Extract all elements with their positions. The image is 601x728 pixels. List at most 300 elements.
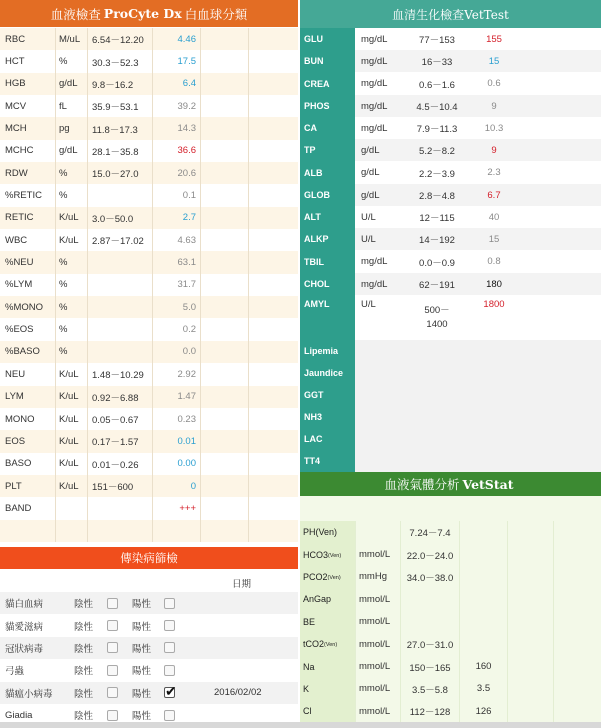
infect-pos-checkbox[interactable] bbox=[164, 683, 177, 700]
infect-neg-label: 陰性 bbox=[74, 666, 94, 678]
infect-name: 冠狀病毒 bbox=[5, 643, 44, 655]
cbc-empty-cell bbox=[249, 274, 298, 296]
cbc-unit: % bbox=[56, 50, 88, 72]
cbc-name: %EOS bbox=[0, 318, 56, 340]
cbc-value: 63.1 bbox=[153, 251, 201, 273]
cbc-name: RBC bbox=[0, 28, 56, 50]
chem-value: 15 bbox=[488, 55, 500, 67]
cbc-value: 0.0 bbox=[153, 341, 201, 363]
cbc-empty-cell bbox=[201, 28, 249, 50]
chem-unit: g/dL bbox=[361, 167, 380, 178]
cbc-empty-cell bbox=[201, 184, 249, 206]
chem-name: ALT bbox=[300, 206, 355, 228]
infect-neg-checkbox[interactable] bbox=[107, 642, 118, 653]
infect-pos-label: 陽性 bbox=[132, 621, 152, 633]
chem-name: AMYL bbox=[300, 295, 355, 340]
chem-row bbox=[300, 206, 601, 228]
gas-name bbox=[300, 611, 355, 633]
cbc-title-suffix: 白血球分類 bbox=[184, 6, 248, 22]
chem-unit: U/L bbox=[361, 299, 376, 310]
cbc-value: 31.7 bbox=[153, 274, 201, 296]
gas-name-text: Cl bbox=[303, 706, 312, 717]
cbc-range: 9.8－16.2 bbox=[88, 73, 153, 95]
cbc-range: 28.1－35.8 bbox=[88, 140, 153, 162]
chem-value: 155 bbox=[486, 33, 502, 45]
chem-unit: mg/dL bbox=[361, 100, 388, 112]
gas-spacer-row bbox=[300, 496, 601, 521]
cbc-value: 4.63 bbox=[153, 229, 201, 251]
cbc-row bbox=[0, 207, 298, 229]
cbc-range bbox=[88, 318, 153, 340]
gas-name bbox=[300, 678, 355, 700]
cbc-value: 14.3 bbox=[153, 117, 201, 139]
cbc-unit: K/uL bbox=[56, 430, 88, 452]
cbc-row bbox=[0, 50, 298, 72]
cbc-value: 6.4 bbox=[153, 73, 201, 95]
chem-range: 77－153 bbox=[419, 35, 455, 46]
cbc-row bbox=[0, 140, 298, 162]
chem-row bbox=[300, 184, 601, 206]
cbc-name: HCT bbox=[0, 50, 56, 72]
cbc-name: %RETIC bbox=[0, 184, 56, 206]
gas-table bbox=[300, 496, 601, 728]
infect-pos-label: 陽性 bbox=[132, 711, 152, 723]
cbc-unit: pg bbox=[56, 117, 88, 139]
bottom-bar bbox=[0, 722, 601, 728]
gas-row bbox=[300, 588, 601, 610]
infect-name: 貓愛滋病 bbox=[5, 621, 44, 633]
infect-pos-checkbox[interactable] bbox=[164, 620, 175, 631]
cbc-row bbox=[0, 117, 298, 139]
infect-date-header: 日期 bbox=[232, 579, 252, 590]
cbc-range: 0.92－6.88 bbox=[88, 386, 153, 408]
cbc-empty-cell bbox=[201, 408, 249, 430]
gas-row bbox=[300, 611, 601, 633]
gas-name-sub: (Ven) bbox=[324, 642, 338, 649]
chem-range bbox=[405, 450, 469, 472]
chem-row bbox=[300, 161, 601, 184]
chem-value: 1800 bbox=[483, 299, 505, 310]
cbc-empty-cell bbox=[249, 430, 298, 452]
cbc-value: 5.0 bbox=[153, 296, 201, 318]
chem-row bbox=[300, 340, 601, 362]
chem-name: BUN bbox=[300, 50, 355, 72]
cbc-empty-cell bbox=[249, 229, 298, 251]
chem-range: 7.9－11.3 bbox=[416, 124, 458, 135]
infect-neg-checkbox[interactable] bbox=[107, 620, 118, 631]
gas-row bbox=[300, 678, 601, 700]
cbc-range: 35.9－53.1 bbox=[88, 95, 153, 117]
gas-empty-cell bbox=[554, 521, 601, 543]
cbc-empty-cell bbox=[249, 318, 298, 340]
gas-empty-cell bbox=[554, 655, 601, 677]
chem-name: GLOB bbox=[300, 184, 355, 206]
infect-pos-label: 陽性 bbox=[132, 666, 152, 678]
cbc-title-bold: ProCyte Dx bbox=[103, 6, 182, 21]
chem-unit: mg/dL bbox=[361, 278, 388, 290]
cbc-name: RDW bbox=[0, 162, 56, 184]
gas-empty-cell bbox=[508, 678, 554, 700]
infect-neg-checkbox[interactable] bbox=[107, 665, 118, 676]
infect-neg-label: 陰性 bbox=[74, 643, 94, 655]
gas-title-bold: VetStat bbox=[462, 476, 514, 492]
chem-name: ALB bbox=[300, 161, 355, 184]
gas-empty-cell bbox=[554, 678, 601, 700]
cbc-value: 0.2 bbox=[153, 318, 201, 340]
gas-range bbox=[401, 588, 460, 610]
infect-date: 2016/02/02 bbox=[214, 687, 262, 699]
cbc-unit bbox=[56, 520, 88, 542]
cbc-range bbox=[88, 520, 153, 542]
cbc-empty-cell bbox=[249, 28, 298, 50]
cbc-empty-cell bbox=[249, 520, 298, 542]
gas-unit: mmol/L bbox=[355, 700, 401, 722]
cbc-row bbox=[0, 296, 298, 318]
cbc-range bbox=[88, 497, 153, 519]
gas-name-text: BE bbox=[303, 616, 316, 627]
cbc-empty-cell bbox=[201, 318, 249, 340]
cbc-name: %NEU bbox=[0, 251, 56, 273]
chem-unit: mg/dL bbox=[361, 78, 388, 89]
gas-range: 27.0－31.0 bbox=[401, 633, 460, 655]
infect-pos-label: 陽性 bbox=[132, 643, 152, 655]
cbc-unit: % bbox=[56, 341, 88, 363]
infect-row bbox=[0, 659, 298, 681]
gas-name bbox=[300, 633, 355, 655]
cbc-range: 6.54－12.20 bbox=[88, 28, 153, 50]
chem-row bbox=[300, 28, 601, 50]
cbc-name: BASO bbox=[0, 453, 56, 475]
chem-unit: g/dL bbox=[361, 144, 380, 156]
gas-name-text: PH(Ven) bbox=[303, 527, 338, 538]
gas-unit bbox=[355, 521, 401, 543]
cbc-range: 3.0－50.0 bbox=[88, 207, 153, 229]
cbc-name: HGB bbox=[0, 73, 56, 95]
cbc-empty-cell bbox=[201, 50, 249, 72]
chem-range bbox=[405, 428, 469, 450]
infect-row bbox=[0, 592, 298, 614]
cbc-value: 1.47 bbox=[153, 386, 201, 408]
cbc-value bbox=[153, 520, 201, 542]
cbc-empty-cell bbox=[201, 430, 249, 452]
gas-value: 126 bbox=[460, 700, 508, 722]
gas-range: 3.5－5.8 bbox=[401, 678, 460, 700]
gas-range: 22.0－24.0 bbox=[401, 543, 460, 565]
cbc-empty-cell bbox=[249, 73, 298, 95]
gas-unit: mmol/L bbox=[355, 543, 401, 565]
chem-range bbox=[405, 340, 469, 362]
gas-empty-cell bbox=[508, 611, 554, 633]
cbc-range bbox=[88, 274, 153, 296]
cbc-range: 0.05－0.67 bbox=[88, 408, 153, 430]
cbc-empty-cell bbox=[249, 140, 298, 162]
infect-neg-checkbox[interactable] bbox=[107, 710, 118, 721]
cbc-empty-cell bbox=[201, 140, 249, 162]
cbc-range bbox=[88, 296, 153, 318]
chem-title: 血清生化檢查VetTest bbox=[392, 7, 509, 22]
cbc-range bbox=[88, 341, 153, 363]
gas-unit: mmol/L bbox=[355, 633, 401, 655]
chem-row bbox=[300, 50, 601, 72]
gas-empty-cell bbox=[554, 611, 601, 633]
gas-empty-cell bbox=[508, 566, 554, 588]
infect-pos-checkbox[interactable] bbox=[164, 665, 175, 676]
gas-range: 112－128 bbox=[401, 700, 460, 722]
chem-range bbox=[405, 406, 469, 428]
cbc-name: BAND bbox=[0, 497, 56, 519]
cbc-unit: K/uL bbox=[56, 229, 88, 251]
chem-range bbox=[405, 362, 469, 384]
chem-name: GGT bbox=[300, 384, 355, 406]
cbc-row bbox=[0, 386, 298, 408]
gas-unit: mmol/L bbox=[355, 678, 401, 700]
chem-row bbox=[300, 72, 601, 95]
gas-name-sub: (Ven) bbox=[328, 552, 342, 559]
cbc-empty-cell bbox=[249, 207, 298, 229]
infect-pos-checkbox[interactable] bbox=[164, 598, 175, 609]
cbc-empty-cell bbox=[249, 363, 298, 385]
chem-row bbox=[300, 273, 601, 295]
chem-unit: g/dL bbox=[361, 189, 380, 201]
gas-empty-cell bbox=[508, 700, 554, 722]
cbc-row bbox=[0, 408, 298, 430]
cbc-unit: K/uL bbox=[56, 207, 88, 229]
cbc-range: 15.0－27.0 bbox=[88, 162, 153, 184]
chem-unit: U/L bbox=[361, 233, 376, 245]
chem-unit: mg/dL bbox=[361, 122, 388, 134]
cbc-name: MONO bbox=[0, 408, 56, 430]
cbc-name: %MONO bbox=[0, 296, 56, 318]
cbc-empty-cell bbox=[201, 162, 249, 184]
cbc-row bbox=[0, 162, 298, 184]
cbc-value: 0.1 bbox=[153, 184, 201, 206]
cbc-range: 30.3－52.3 bbox=[88, 50, 153, 72]
chem-value: 10.3 bbox=[484, 122, 504, 134]
chem-name: Lipemia bbox=[300, 340, 355, 362]
chem-value bbox=[469, 384, 519, 406]
gas-empty-cell bbox=[554, 633, 601, 655]
infect-neg-label: 陰性 bbox=[74, 599, 94, 611]
cbc-name: MCV bbox=[0, 95, 56, 117]
chem-unit: U/L bbox=[361, 211, 376, 223]
cbc-name: EOS bbox=[0, 430, 56, 452]
cbc-row bbox=[0, 475, 298, 497]
chem-name: ALKP bbox=[300, 228, 355, 250]
gas-row bbox=[300, 655, 601, 677]
chem-row bbox=[300, 428, 601, 450]
chem-name: TT4 bbox=[300, 450, 355, 472]
cbc-name: MCHC bbox=[0, 140, 56, 162]
chem-value: 180 bbox=[486, 278, 502, 290]
cbc-unit: K/uL bbox=[56, 453, 88, 475]
chem-value: 0.8 bbox=[487, 256, 501, 267]
gas-unit: mmol/L bbox=[355, 588, 401, 610]
gas-row bbox=[300, 543, 601, 565]
cbc-name: %LYM bbox=[0, 274, 56, 296]
gas-empty-cell bbox=[508, 543, 554, 565]
cbc-empty-cell bbox=[249, 453, 298, 475]
gas-range: 7.24－7.4 bbox=[401, 521, 460, 543]
cbc-unit: M/uL bbox=[56, 28, 88, 50]
gas-range: 150－165 bbox=[401, 655, 460, 677]
chem-row bbox=[300, 384, 601, 406]
infect-header bbox=[0, 547, 298, 569]
chem-name: GLU bbox=[300, 28, 355, 50]
gas-range bbox=[401, 611, 460, 633]
gas-empty-cell bbox=[554, 588, 601, 610]
cbc-range bbox=[88, 251, 153, 273]
cbc-empty-cell bbox=[201, 73, 249, 95]
gas-empty-cell bbox=[508, 521, 554, 543]
cbc-empty-cell bbox=[201, 363, 249, 385]
chem-range: 62－191 bbox=[419, 280, 455, 291]
gas-name-text: HCO3 bbox=[303, 549, 329, 560]
infect-neg-checkbox[interactable] bbox=[107, 598, 118, 609]
chem-range: 0.0－0.9 bbox=[419, 257, 455, 269]
chem-row bbox=[300, 295, 601, 340]
chem-value bbox=[469, 428, 519, 450]
cbc-unit: % bbox=[56, 251, 88, 273]
chem-row bbox=[300, 450, 601, 472]
infect-pos-checkbox[interactable] bbox=[164, 642, 175, 653]
cbc-name: PLT bbox=[0, 475, 56, 497]
chem-value: 9 bbox=[491, 100, 497, 112]
chem-unit bbox=[355, 428, 405, 450]
cbc-range: 0.17－1.57 bbox=[88, 430, 153, 452]
cbc-name: NEU bbox=[0, 363, 56, 385]
infect-row bbox=[0, 637, 298, 659]
cbc-empty-cell bbox=[249, 162, 298, 184]
chem-row bbox=[300, 117, 601, 139]
cbc-value: +++ bbox=[153, 497, 201, 519]
chem-value bbox=[469, 362, 519, 384]
cbc-empty-cell bbox=[249, 296, 298, 318]
chem-value: 15 bbox=[488, 233, 500, 245]
cbc-empty-cell bbox=[201, 475, 249, 497]
cbc-empty-cell bbox=[249, 50, 298, 72]
gas-name bbox=[300, 700, 355, 722]
cbc-unit: % bbox=[56, 296, 88, 318]
gas-empty-cell bbox=[554, 700, 601, 722]
infect-pos-label: 陽性 bbox=[132, 688, 152, 700]
cbc-range: 151－600 bbox=[88, 475, 153, 497]
cbc-row bbox=[0, 274, 298, 296]
cbc-empty-cell bbox=[201, 95, 249, 117]
chem-name: CHOL bbox=[300, 273, 355, 295]
gas-unit: mmol/L bbox=[355, 655, 401, 677]
gas-empty-cell bbox=[508, 633, 554, 655]
cbc-range: 11.8－17.3 bbox=[88, 117, 153, 139]
cbc-row bbox=[0, 341, 298, 363]
gas-empty-cell bbox=[554, 543, 601, 565]
gas-value bbox=[460, 611, 508, 633]
chem-range: 16－33 bbox=[421, 57, 453, 68]
cbc-empty-cell bbox=[201, 341, 249, 363]
infect-neg-checkbox[interactable] bbox=[107, 687, 118, 698]
chem-value bbox=[469, 340, 519, 362]
chem-unit bbox=[355, 406, 405, 428]
cbc-row bbox=[0, 73, 298, 95]
chem-row bbox=[300, 250, 601, 273]
cbc-value: 0.00 bbox=[153, 453, 201, 475]
chem-row bbox=[300, 228, 601, 250]
cbc-empty-cell bbox=[249, 497, 298, 519]
cbc-unit bbox=[56, 497, 88, 519]
gas-row bbox=[300, 633, 601, 655]
infect-row bbox=[0, 682, 298, 704]
chem-unit bbox=[355, 450, 405, 472]
cbc-name: %BASO bbox=[0, 341, 56, 363]
cbc-empty-cell bbox=[249, 341, 298, 363]
cbc-row bbox=[0, 28, 298, 50]
chem-value: 9 bbox=[491, 144, 497, 156]
cbc-row bbox=[0, 430, 298, 452]
cbc-name: RETIC bbox=[0, 207, 56, 229]
gas-value bbox=[460, 543, 508, 565]
infect-name: 貓白血病 bbox=[5, 599, 44, 611]
infect-name: 貓瘟小病毒 bbox=[5, 688, 53, 700]
cbc-value: 0 bbox=[153, 475, 201, 497]
gas-empty-cell bbox=[508, 588, 554, 610]
gas-range: 34.0－38.0 bbox=[401, 566, 460, 588]
gas-value bbox=[460, 588, 508, 610]
infect-neg-label: 陰性 bbox=[74, 688, 94, 700]
infect-pos-label: 陽性 bbox=[132, 599, 152, 611]
cbc-range: 1.48－10.29 bbox=[88, 363, 153, 385]
gas-name bbox=[300, 521, 355, 543]
chem-row bbox=[300, 139, 601, 161]
cbc-empty-cell bbox=[201, 386, 249, 408]
gas-empty-cell bbox=[508, 655, 554, 677]
chem-range: 2.8－4.8 bbox=[419, 191, 455, 202]
cbc-empty-cell bbox=[249, 117, 298, 139]
cbc-empty-cell bbox=[249, 251, 298, 273]
chem-unit bbox=[355, 340, 405, 362]
cbc-value: 20.6 bbox=[153, 162, 201, 184]
chem-range: 500－ 1400 bbox=[424, 304, 450, 330]
infect-pos-checkbox[interactable] bbox=[164, 710, 175, 721]
cbc-header bbox=[0, 0, 298, 27]
cbc-value: 0.23 bbox=[153, 408, 201, 430]
check-icon: ✔ bbox=[165, 683, 177, 700]
chem-unit bbox=[355, 362, 405, 384]
cbc-empty-cell bbox=[249, 475, 298, 497]
cbc-empty-cell bbox=[249, 386, 298, 408]
cbc-row bbox=[0, 95, 298, 117]
cbc-unit: % bbox=[56, 274, 88, 296]
cbc-row bbox=[0, 184, 298, 206]
cbc-value: 17.5 bbox=[153, 50, 201, 72]
gas-empty-cell bbox=[554, 566, 601, 588]
cbc-empty-cell bbox=[201, 497, 249, 519]
infect-name: 弓蟲 bbox=[5, 666, 25, 678]
cbc-unit: K/uL bbox=[56, 363, 88, 385]
cbc-name: MCH bbox=[0, 117, 56, 139]
cbc-unit: g/dL bbox=[56, 140, 88, 162]
cbc-empty-cell bbox=[249, 95, 298, 117]
cbc-unit: % bbox=[56, 162, 88, 184]
cbc-range bbox=[88, 184, 153, 206]
gas-name bbox=[300, 655, 355, 677]
cbc-unit: fL bbox=[56, 95, 88, 117]
chem-name: TP bbox=[300, 139, 355, 161]
cbc-unit: % bbox=[56, 318, 88, 340]
gas-value bbox=[460, 566, 508, 588]
cbc-empty-cell bbox=[201, 453, 249, 475]
chem-value bbox=[469, 406, 519, 428]
chem-value: 6.7 bbox=[487, 189, 501, 201]
cbc-row bbox=[0, 318, 298, 340]
